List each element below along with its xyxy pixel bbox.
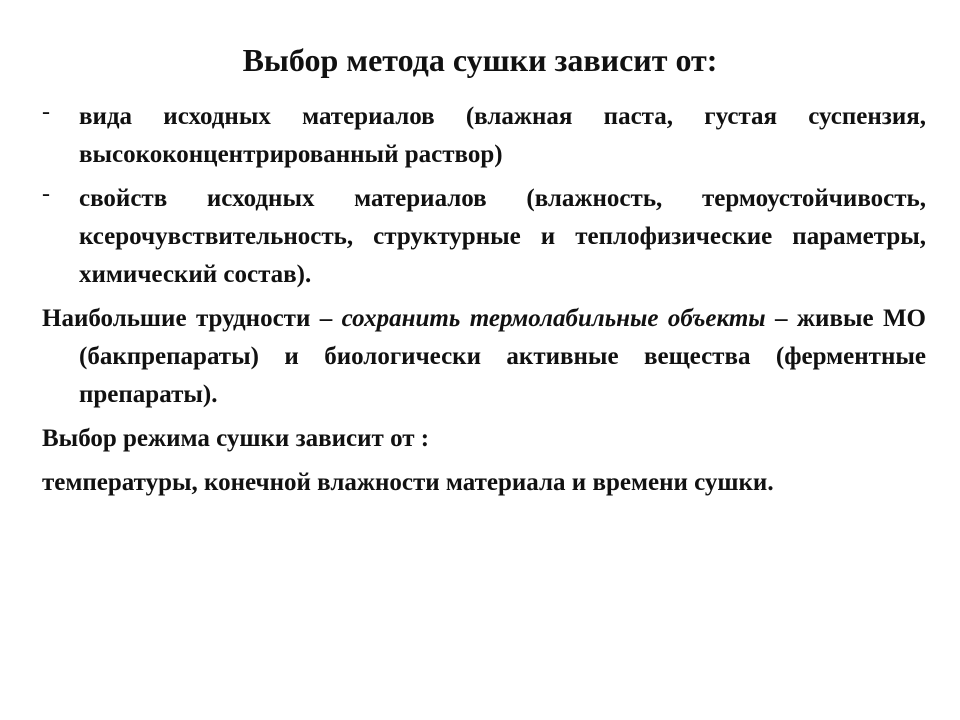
mode-heading: Выбор режима сушки зависит от : bbox=[42, 425, 430, 452]
difficulty-emphasis: сохранить термолабильные объекты bbox=[341, 305, 766, 332]
bullet-dash: - bbox=[42, 99, 50, 125]
difficulty-paragraph bbox=[42, 300, 926, 414]
difficulty-rest: – живые МО (бакпрепараты) и биологически активные вещества (ферментные препараты). bbox=[79, 305, 927, 408]
slide-title: Выбор метода сушки зависит от: bbox=[242, 42, 718, 78]
mode-factors: температуры, конечной влажности материала и времени сушки. bbox=[42, 469, 774, 496]
bullet-dash: - bbox=[42, 181, 50, 207]
bullet-item-source-materials bbox=[42, 98, 926, 174]
bullet-item-material-properties bbox=[42, 180, 926, 294]
slide-body bbox=[42, 98, 926, 502]
difficulty-lead: Наибольшие трудности – bbox=[42, 305, 333, 332]
bullet-text: свойств исходных материалов (влажность, термоустойчивость, ксерочувствительность, структурные и теплофизические параметры, химический состав). bbox=[79, 185, 926, 288]
bullet-text: вида исходных материалов (влажная паста, густая суспензия, высококонцентрированный раствор) bbox=[79, 103, 926, 168]
